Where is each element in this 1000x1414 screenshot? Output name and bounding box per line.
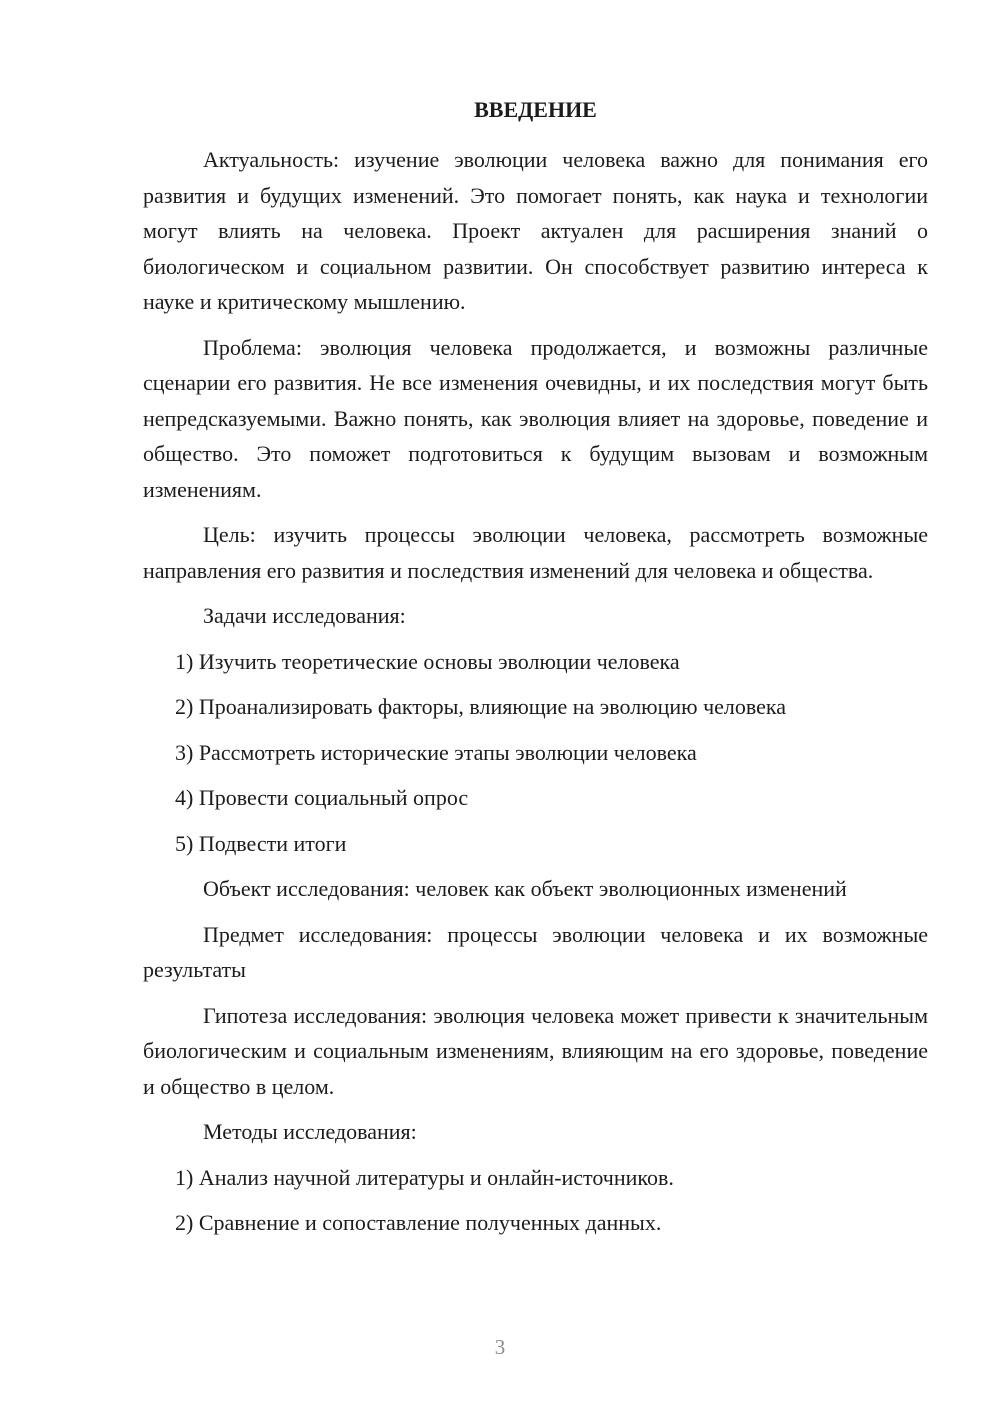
- subject-paragraph: Предмет исследования: процессы эволюции человека и их возможные результаты: [143, 921, 928, 982]
- tasks-list: [143, 644, 928, 862]
- methods-list: [143, 1160, 928, 1241]
- list-item: 5) Подвести итоги: [175, 830, 347, 856]
- document-body: [143, 142, 928, 1251]
- list-item: 1) Изучить теоретические основы эволюции человека: [175, 648, 680, 674]
- list-item: 4) Провести социальный опрос: [175, 785, 469, 810]
- hypothesis-paragraph: Гипотеза исследования: эволюция человека может привести к значительным биологическим и социальным изменениям, влияющим на его здоровье, поведение и общество в целом.: [143, 1002, 928, 1099]
- list-item: 1) Анализ научной литературы и онлайн-источников.: [175, 1164, 674, 1190]
- section-title: ВВЕДЕНИЕ: [474, 97, 597, 122]
- page-number: 3: [494, 1335, 506, 1359]
- methods-heading: Методы исследования:: [203, 1119, 417, 1144]
- object-paragraph: Объект исследования: человек как объект эволюционных изменений: [203, 876, 847, 901]
- goal-paragraph: Цель: изучить процессы эволюции человека, рассмотреть возможные направления его развития и последствия изменений для человека и общества.: [143, 522, 928, 583]
- list-item: 3) Рассмотреть исторические этапы эволюции человека: [175, 739, 697, 765]
- list-item: 2) Проанализировать факторы, влияющие на эволюцию человека: [175, 694, 787, 719]
- tasks-heading: Задачи исследования:: [203, 603, 406, 628]
- relevance-paragraph: Актуальность: изучение эволюции человека важно для понимания его развития и будущих изменений. Это помогает понять, как наука и технологии могут влиять на человека. Проект актуален для расширения знаний о биологическом и социальном развитии. Он способствует развитию интереса к науке и критическому мышлению.: [143, 147, 928, 314]
- list-item: 2) Сравнение и сопоставление полученных данных.: [175, 1210, 662, 1235]
- problem-paragraph: Проблема: эволюция человека продолжается, и возможны различные сценарии его развития. Не все изменения очевидны, и их последствия могут быть непредсказуемыми. Важно понять, как эволюция влияет на здоровье, поведение и общество. Это поможет подготовиться к будущим вызовам и возможным изменениям.: [143, 334, 928, 502]
